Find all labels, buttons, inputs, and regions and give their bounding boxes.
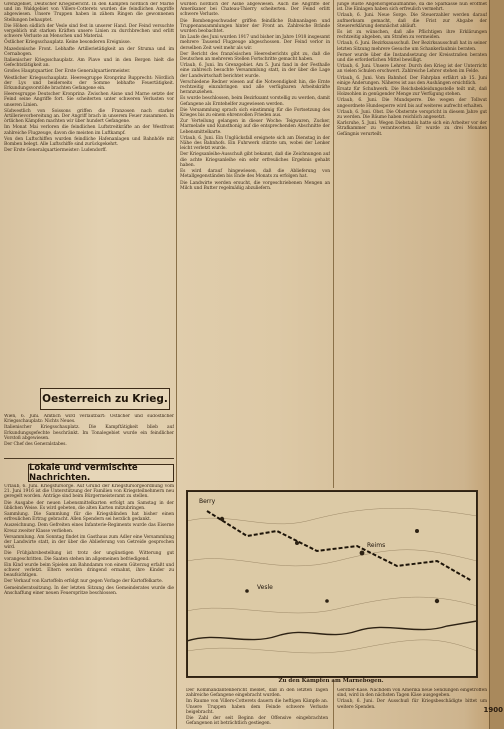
column-2	[180, 2, 330, 488]
article-paragraph: Der Verkauf von Kartoffeln erfolgt nur gegen Vorlage der Kartoffelkarte.	[4, 579, 163, 585]
article-paragraph: Der Kommandantenbericht meldet, daß in den letzten Tagen zahlreiche Gefangene eingebracht wurden.	[186, 688, 328, 699]
column-1-local-news	[4, 484, 174, 729]
article-paragraph: Mazedonische Front. Lebhafte Artillerietätigkeit an der Struma und im Cernabogen.	[4, 46, 174, 57]
map-caption: Zu den Kämpfen am Marnebogen.	[278, 678, 384, 684]
map-label-berry: Berry	[199, 498, 216, 505]
article-paragraph: Es wurde beschlossen, beim Bezirksamt vorstellig zu werden, damit Gefangene als Erntehelfer zugewiesen werden.	[180, 96, 330, 107]
article-paragraph: Gemeinderatssitzung. In der letzten Sitzung des Gemeinderates wurde die Anschaffung einer neuen Feuerspritze beschlossen.	[4, 585, 174, 596]
adjacent-page-edge	[489, 0, 504, 729]
map-label-reims: Reims	[367, 542, 386, 549]
local-news-heading: Lokale und vermischte Nachrichten.	[28, 464, 174, 482]
marne-map	[186, 490, 478, 678]
article-paragraph: Urlaub, 6. Juni. Obst. Die Obsternte verspricht in diesem Jahre gut zu werden. Die Bäume haben reichlich angesetzt.	[337, 109, 487, 121]
article-paragraph: Urlaub, 6. Juni. Kriegsfürsorge. Auf Grund der Kriegsfürsorgeordnung vom 21. Juni 1916 ist die Unterstützung der Familien von Kriegsteilnehmern neu geregelt worden. Anträge sind beim Bürgermeisteramt zu stellen.	[4, 484, 174, 500]
article-paragraph: Karlsruhe, 5. Juni. Wegen Diebstahls hatte sich ein Arbeiter vor der Strafkammer zu verantworten. Er wurde zu drei Monaten Gefängnis verurteilt.	[337, 121, 487, 137]
article-paragraph: Italienischer Kriegsschauplatz. Die Kampftätigkeit blieb auf Erkundungsgefechte beschränkt. Im Tonalegebiet wurde ein feindlicher Vorstoß abgewiesen.	[4, 425, 174, 441]
article-paragraph: Der Erste Generalquartiermeister: Ludendorff.	[4, 148, 107, 154]
article-paragraph: Urlaub, 6. Juni. Der Ausschuß für Kriegsbeschädigte bittet um weitere Spenden.	[337, 699, 487, 710]
article-paragraph: Es ist zu wünschen, daß alle Pflichtigen ihre Erklärungen rechtzeitig abgeben, um Strafen zu vermeiden.	[337, 30, 487, 41]
column-bottom-right	[337, 688, 487, 728]
article-paragraph: Urlaub, 6. Juni. Neue Sorge. Die Steuerzahler werden darauf aufmerksam gemacht, daß die Frist zur Abgabe der Steuererklärung demnächst abläuft.	[337, 13, 487, 29]
article-paragraph: Urlaub, 6. Juni. Unsere Lehrer. Durch den Krieg ist der Unterricht an vielen Schulen erschwert. Zahlreiche Lehrer stehen im Felde.	[337, 64, 487, 75]
article-paragraph: Grenzgebiet, Deutscher Kriegsbericht. In den Kämpfen nördlich der Marne und im Waldgebiet von Villers-Cotterets wurden die feindlichen Angriffe abgewiesen. Unsere Truppen haben in zähem Ringen die gewonnenen Stellungen behauptet.	[4, 2, 174, 23]
article-paragraph: Ein Kind wurde beim Spielen am Bahndamm von einem Güterzug erfaßt und schwer verletzt. Eltern werden dringend ermahnt, ihre Kinder zu beaufsichtigen.	[4, 562, 174, 579]
article-paragraph: Urlaub, 6. Juni. Ein Unglücksfall ereignete sich am Dienstag in der Nähe des Bahnhofs. Ein Fuhrwerk stürzte um, wobei der Lenker leicht verletzt wurde.	[180, 135, 330, 152]
column-divider	[176, 0, 177, 729]
article-paragraph: junge Rüste Angehörigenaufnahme, da die Sparkasse nun eröffnet ist. Die Einlagen haben sich erfreulich vermehrt.	[337, 2, 487, 13]
article-paragraph: Es wird darauf hingewiesen, daß die Ablieferung von Metallgegenständen bis Ende des Monats zu erfolgen hat.	[180, 169, 330, 180]
article-paragraph: Urlaub, 6. Juni. Bezirksausschuß. Der Bezirksausschuß hat in seiner letzten Sitzung mehrere Gesuche um Schankerlaubnis beraten.	[337, 41, 487, 52]
column-divider	[333, 0, 334, 488]
article-paragraph: Im Raume von Villers-Cotterets dauern die heftigen Kämpfe an. Unsere Truppen haben dem Feinde schwere Verluste beigebracht.	[186, 699, 328, 715]
article-paragraph: Heeresgruppe Deutscher Kronprinz: Zwischen Aisne und Marne setzte der Feind seine Angriffe fort. Sie scheiterten unter schweren Verlusten vor unseren Linien.	[4, 92, 174, 108]
article-paragraph: Der Chef des Generalstabes.	[4, 442, 67, 448]
article-paragraph: Im Monat Mai verloren die feindlichen Luftstreitkräfte an der Westfront zahlreiche Flugzeuge, davon die meisten im Luftkampf.	[4, 125, 174, 136]
column-1-austria	[4, 414, 174, 454]
article-paragraph: Großes Hauptquartier. Der Erste Generalquartiermeister.	[4, 69, 131, 75]
section-rule	[4, 458, 174, 459]
article-paragraph: Die Höhen südlich der Vesle sind fest in unserer Hand. Der Feind versuchte vergeblich mit starken Kräften unsere Linien zu durchbrechen und erlitt schwere Verluste an Menschen und Material.	[4, 23, 174, 40]
article-paragraph: Zur Verteilung gelangen in dieser Woche: Teigwaren, Zucker, Marmelade und Kunsthonig auf die entsprechenden Abschnitte der Lebensmittelkarte.	[180, 119, 330, 135]
article-paragraph: Der Kriegsanleihe-Ausschuß gibt bekannt, daß die Zeichnungen auf die achte Kriegsanleihe ein sehr erfreuliches Ergebnis gehabt haben.	[180, 152, 330, 168]
article-paragraph: Gerstler-Käse. Nachdem von Amerika neue Sendungen eingetroffen sind, wird in den nächsten Tagen Käse ausgegeben.	[337, 688, 487, 699]
map-label-vesle: Vesle	[257, 584, 273, 591]
article-paragraph: Östlicher Kriegsschauplatz. Keine besonderen Ereignisse.	[4, 40, 131, 46]
article-paragraph: Ersatz für Schuhwerk. Die Reichsbekleidungsstelle teilt mit, daß Holzsohlen in genügender Menge zur Verfügung stehen.	[337, 87, 487, 98]
article-paragraph: Die Frühjahrsbestellung ist trotz der ungünstigen Witterung gut vorangeschritten. Die Saaten stehen im allgemeinen befriedigend.	[4, 551, 174, 562]
column-divider	[333, 680, 334, 729]
column-bottom-left	[186, 688, 328, 728]
article-paragraph: Urlaub, 6. Juni. Im Grenzgebiet. Am 5. Juni fand in der Festhalle eine zahlreich besuchte Versammlung statt, in der über die Lage der Landwirtschaft berichtet wurde.	[180, 63, 330, 79]
article-paragraph: Wien, 6. Juni. Amtlich wird verlautbart: Östlicher und südöstlicher Kriegsschauplatz: Nichts Neues.	[4, 414, 174, 425]
article-paragraph: Ferner wurde über die Instandsetzung der Kreisstraßen beraten und die erforderlichen Mittel bewilligt.	[337, 52, 487, 64]
article-paragraph: Auszeichnung. Dem Gefreiten eines Infanterie-Regiments wurde das Eiserne Kreuz zweiter Klasse verliehen.	[4, 523, 174, 534]
article-paragraph: Verschiedene Redner wiesen auf die Notwendigkeit hin, die Ernte rechtzeitig einzubringen und alle verfügbaren Arbeitskräfte heranzuziehen.	[180, 79, 330, 96]
column-1-top	[4, 2, 174, 387]
column-3	[337, 2, 487, 488]
article-paragraph: Die Versammlung sprach sich einstimmig für die Fortsetzung des Krieges bis zu einem ehrenvollen Frieden aus.	[180, 107, 330, 119]
article-paragraph: Im Laufe des Juni wurden 1917 und bisher im Jahre 1918 insgesamt mehrere Tausend Flugzeuge abgeschossen. Der Feind verlor in derselben Zeit weit mehr als wir.	[180, 35, 330, 51]
article-paragraph: Sammlung. Die Sammlung für die Kriegsblinden hat bisher einen erfreulichen Ertrag gebracht. Allen Spendern sei herzlich gedankt.	[4, 512, 174, 523]
article-paragraph: Die Ausgabe der neuen Lebensmittelkarten erfolgt am Samstag in der üblichen Weise. Es wird gebeten, die alten Karten mitzubringen.	[4, 500, 174, 511]
article-paragraph: Versammlung. Am Sonntag findet im Gasthaus zum Adler eine Versammlung der Landwirte statt, in der über die Ablieferung von Getreide gesprochen wird.	[4, 534, 174, 551]
austria-war-heading: Oesterreich zu Krieg.	[40, 388, 170, 410]
article-paragraph: Südwestlich von Soissons griffen die Franzosen nach starker Artillerievorbereitung an. Der Angriff brach in unserem Feuer zusammen. In örtlichen Kämpfen machten wir über hundert Gefangene.	[4, 108, 174, 125]
article-paragraph: Italienischer Kriegsschauplatz. Am Piave und in den Bergen hielt die Gefechtstätigkeit an.	[4, 58, 174, 69]
article-paragraph: Urlaub, 6. Juni. Vom Bahnhof. Der Fahrplan erfährt ab 15. Juni einige Änderungen. Näheres ist aus den Aushängen ersichtlich.	[337, 75, 487, 86]
article-paragraph: Die Bombengeschwader griffen feindliche Bahnanlagen und Truppenansammlungen hinter der Front an. Zahlreiche Brände wurden beobachtet.	[180, 18, 330, 35]
article-paragraph: Westlicher Kriegsschauplatz. Heeresgruppe Kronprinz Rupprecht: Nördlich der Lys und beiderseits der Somme lebhafte Feuertätigkeit. Erkundungsvorstöße brachten Gefangene ein.	[4, 75, 174, 92]
article-paragraph: Die Landwirte werden ersucht, die vorgeschriebenen Mengen an Milch und Butter regelmäßig abzuliefern.	[180, 180, 330, 191]
article-paragraph: Die Zahl der seit Beginn der Offensive eingebrachten Gefangenen ist beträchtlich gestiegen.	[186, 716, 328, 727]
article-paragraph: Von den Luftschiffen wurden feindliche Hafenanlagen und Bahnhöfe mit Bomben belegt. Alle Luftschiffe sind zurückgekehrt.	[4, 136, 174, 148]
article-paragraph: Der Bericht des französischen Heeresberichts gibt zu, daß die Deutschen an mehreren Stellen Fortschritte gemacht haben.	[180, 51, 330, 63]
edge-year: 1900	[483, 706, 503, 714]
map-drawing	[187, 491, 477, 677]
article-paragraph: wurden nördlich der Aisne abgewiesen. Auch die Angriffe der Amerikaner bei Chateau-Thierry scheiterten. Der Feind erlitt schwere Verluste.	[180, 2, 330, 18]
article-paragraph: Urlaub, 6. Juni. Die Mundsperre. Die wegen der Tollwut angeordnete Hundesperre wird bis auf weiteres aufrecht erhalten.	[337, 98, 487, 109]
